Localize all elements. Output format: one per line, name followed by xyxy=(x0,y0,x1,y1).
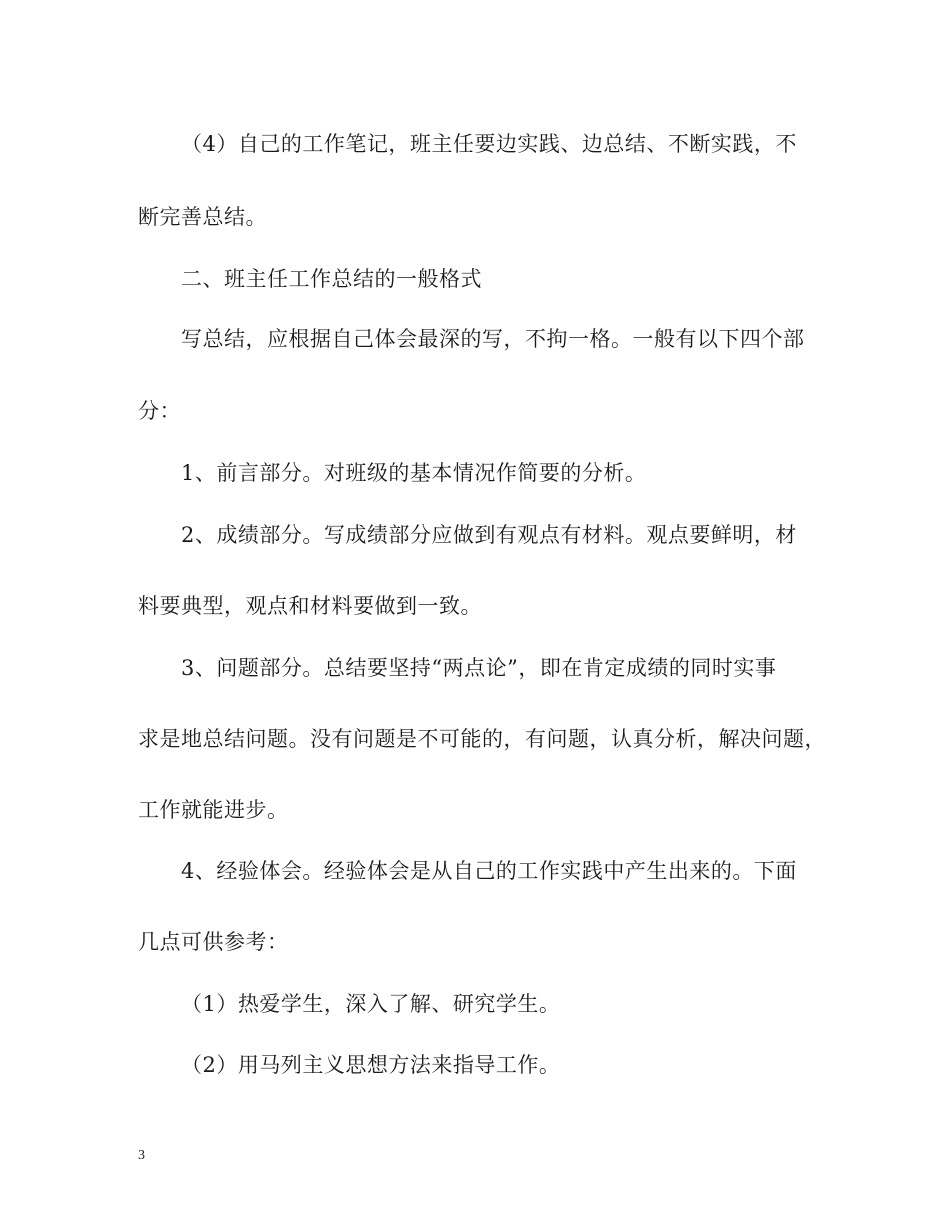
paragraph-line: （4）自己的工作笔记，班主任要边实践、边总结、不断实践，不 xyxy=(181,132,797,156)
paragraph-line: 求是地总结问题。没有问题是不可能的，有问题，认真分析，解决问题， xyxy=(138,727,826,751)
paragraph-line: 4、经验体会。经验体会是从自己的工作实践中产生出来的。下面 xyxy=(181,859,797,883)
list-item: （1）热爱学生，深入了解、研究学生。 xyxy=(181,992,561,1016)
paragraph-line: 断完善总结。 xyxy=(138,205,267,229)
page-number: 3 xyxy=(138,1148,145,1163)
paragraph-line: 3、问题部分。总结要坚持“两点论”，即在肯定成绩的同时实事 xyxy=(181,656,777,680)
paragraph-line: 工作就能进步。 xyxy=(138,798,289,822)
section-heading: 二、班主任工作总结的一般格式 xyxy=(181,267,482,291)
paragraph-line: 1、前言部分。对班级的基本情况作简要的分析。 xyxy=(181,461,647,485)
paragraph-line: 2、成绩部分。写成绩部分应做到有观点有材料。观点要鲜明，材 xyxy=(181,523,797,547)
paragraph-line: 料要典型，观点和材料要做到一致。 xyxy=(138,594,482,618)
list-item: （2）用马列主义思想方法来指导工作。 xyxy=(181,1053,561,1077)
paragraph-line: 写总结，应根据自己体会最深的写，不拘一格。一般有以下四个部 xyxy=(181,327,805,351)
paragraph-line: 几点可供参考： xyxy=(138,930,289,954)
paragraph-line: 分： xyxy=(138,399,181,423)
